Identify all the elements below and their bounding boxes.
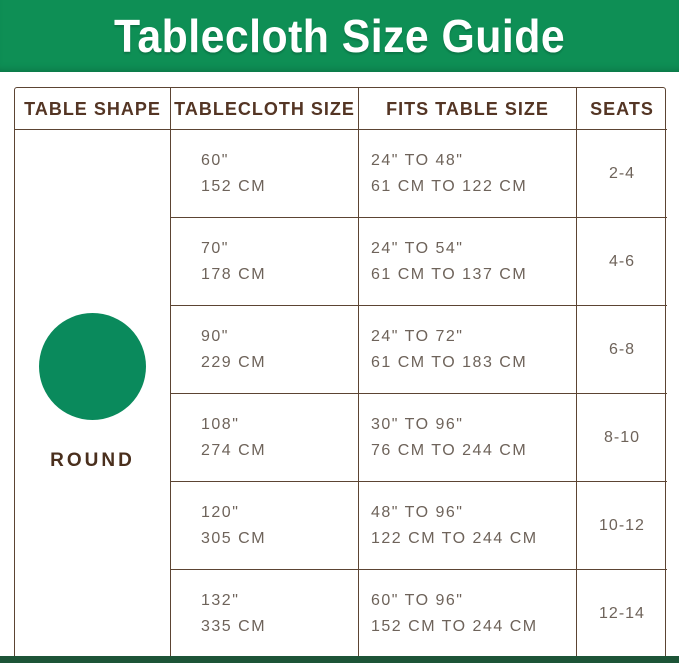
table-row-5-fits: [359, 482, 577, 570]
table-shape-cell: [15, 130, 171, 658]
table-row-2-seats: 4-6: [577, 218, 667, 306]
fits-inches: 24" TO 48": [371, 151, 464, 169]
size-inches: 120": [201, 503, 240, 521]
fits-cm: 61 CM TO 122 CM: [371, 177, 528, 195]
table-row-1-size: [171, 130, 359, 218]
table-row-3-size: [171, 306, 359, 394]
table-row-6-fits: [359, 570, 577, 658]
size-inches: 70": [201, 239, 229, 257]
size-guide-table: [14, 87, 666, 659]
table-row-4-seats: 8-10: [577, 394, 667, 482]
fits-inches: 30" TO 96": [371, 415, 464, 433]
fits-cm: 61 CM TO 183 CM: [371, 353, 528, 371]
fits-cm: 122 CM TO 244 CM: [371, 529, 538, 547]
header-table-shape: TABLE SHAPE: [15, 88, 171, 130]
bottom-accent-bar: [0, 656, 679, 663]
round-table-icon: [39, 313, 146, 420]
fits-inches: 48" TO 96": [371, 503, 464, 521]
size-cm: 335 CM: [201, 618, 267, 635]
size-inches: 90": [201, 327, 229, 345]
table-row-6-seats: 12-14: [599, 605, 645, 622]
size-inches: 132": [201, 592, 240, 609]
table-row-6-size: [171, 570, 359, 658]
table-row-3-fits: [359, 306, 577, 394]
size-cm: 305 CM: [201, 529, 267, 547]
table-row-4-fits: [359, 394, 577, 482]
size-cm: 178 CM: [201, 265, 267, 283]
table-row-5-seats: 10-12: [577, 482, 667, 570]
page-title: Tablecloth Size Guide: [113, 10, 566, 62]
header-fits-table-size: FITS TABLE SIZE: [359, 88, 577, 130]
fits-inches: 60" TO 96": [371, 592, 464, 609]
size-cm: 229 CM: [201, 353, 267, 371]
table-row-1-seats: 2-4: [577, 130, 667, 218]
fits-cm: 76 CM TO 244 CM: [371, 441, 528, 459]
table-row-2-fits: [359, 218, 577, 306]
fits-cm: 61 CM TO 137 CM: [371, 265, 528, 283]
table-row-3-seats: 6-8: [577, 306, 667, 394]
size-cm: 152 CM: [201, 177, 267, 195]
fits-inches: 24" TO 72": [371, 327, 464, 345]
table-row-5-size: [171, 482, 359, 570]
header-seats: SEATS: [577, 88, 667, 130]
table-row-1-fits: [359, 130, 577, 218]
fits-inches: 24" TO 54": [371, 239, 464, 257]
size-cm: 274 CM: [201, 441, 267, 459]
header-tablecloth-size: TABLECLOTH SIZE: [171, 88, 359, 130]
fits-cm: 152 CM TO 244 CM: [371, 618, 538, 635]
size-inches: 60": [201, 151, 229, 169]
title-banner: [0, 0, 679, 72]
size-inches: 108": [201, 415, 240, 433]
shape-label: ROUND: [50, 450, 135, 471]
table-row-4-size: [171, 394, 359, 482]
table-row-2-size: [171, 218, 359, 306]
